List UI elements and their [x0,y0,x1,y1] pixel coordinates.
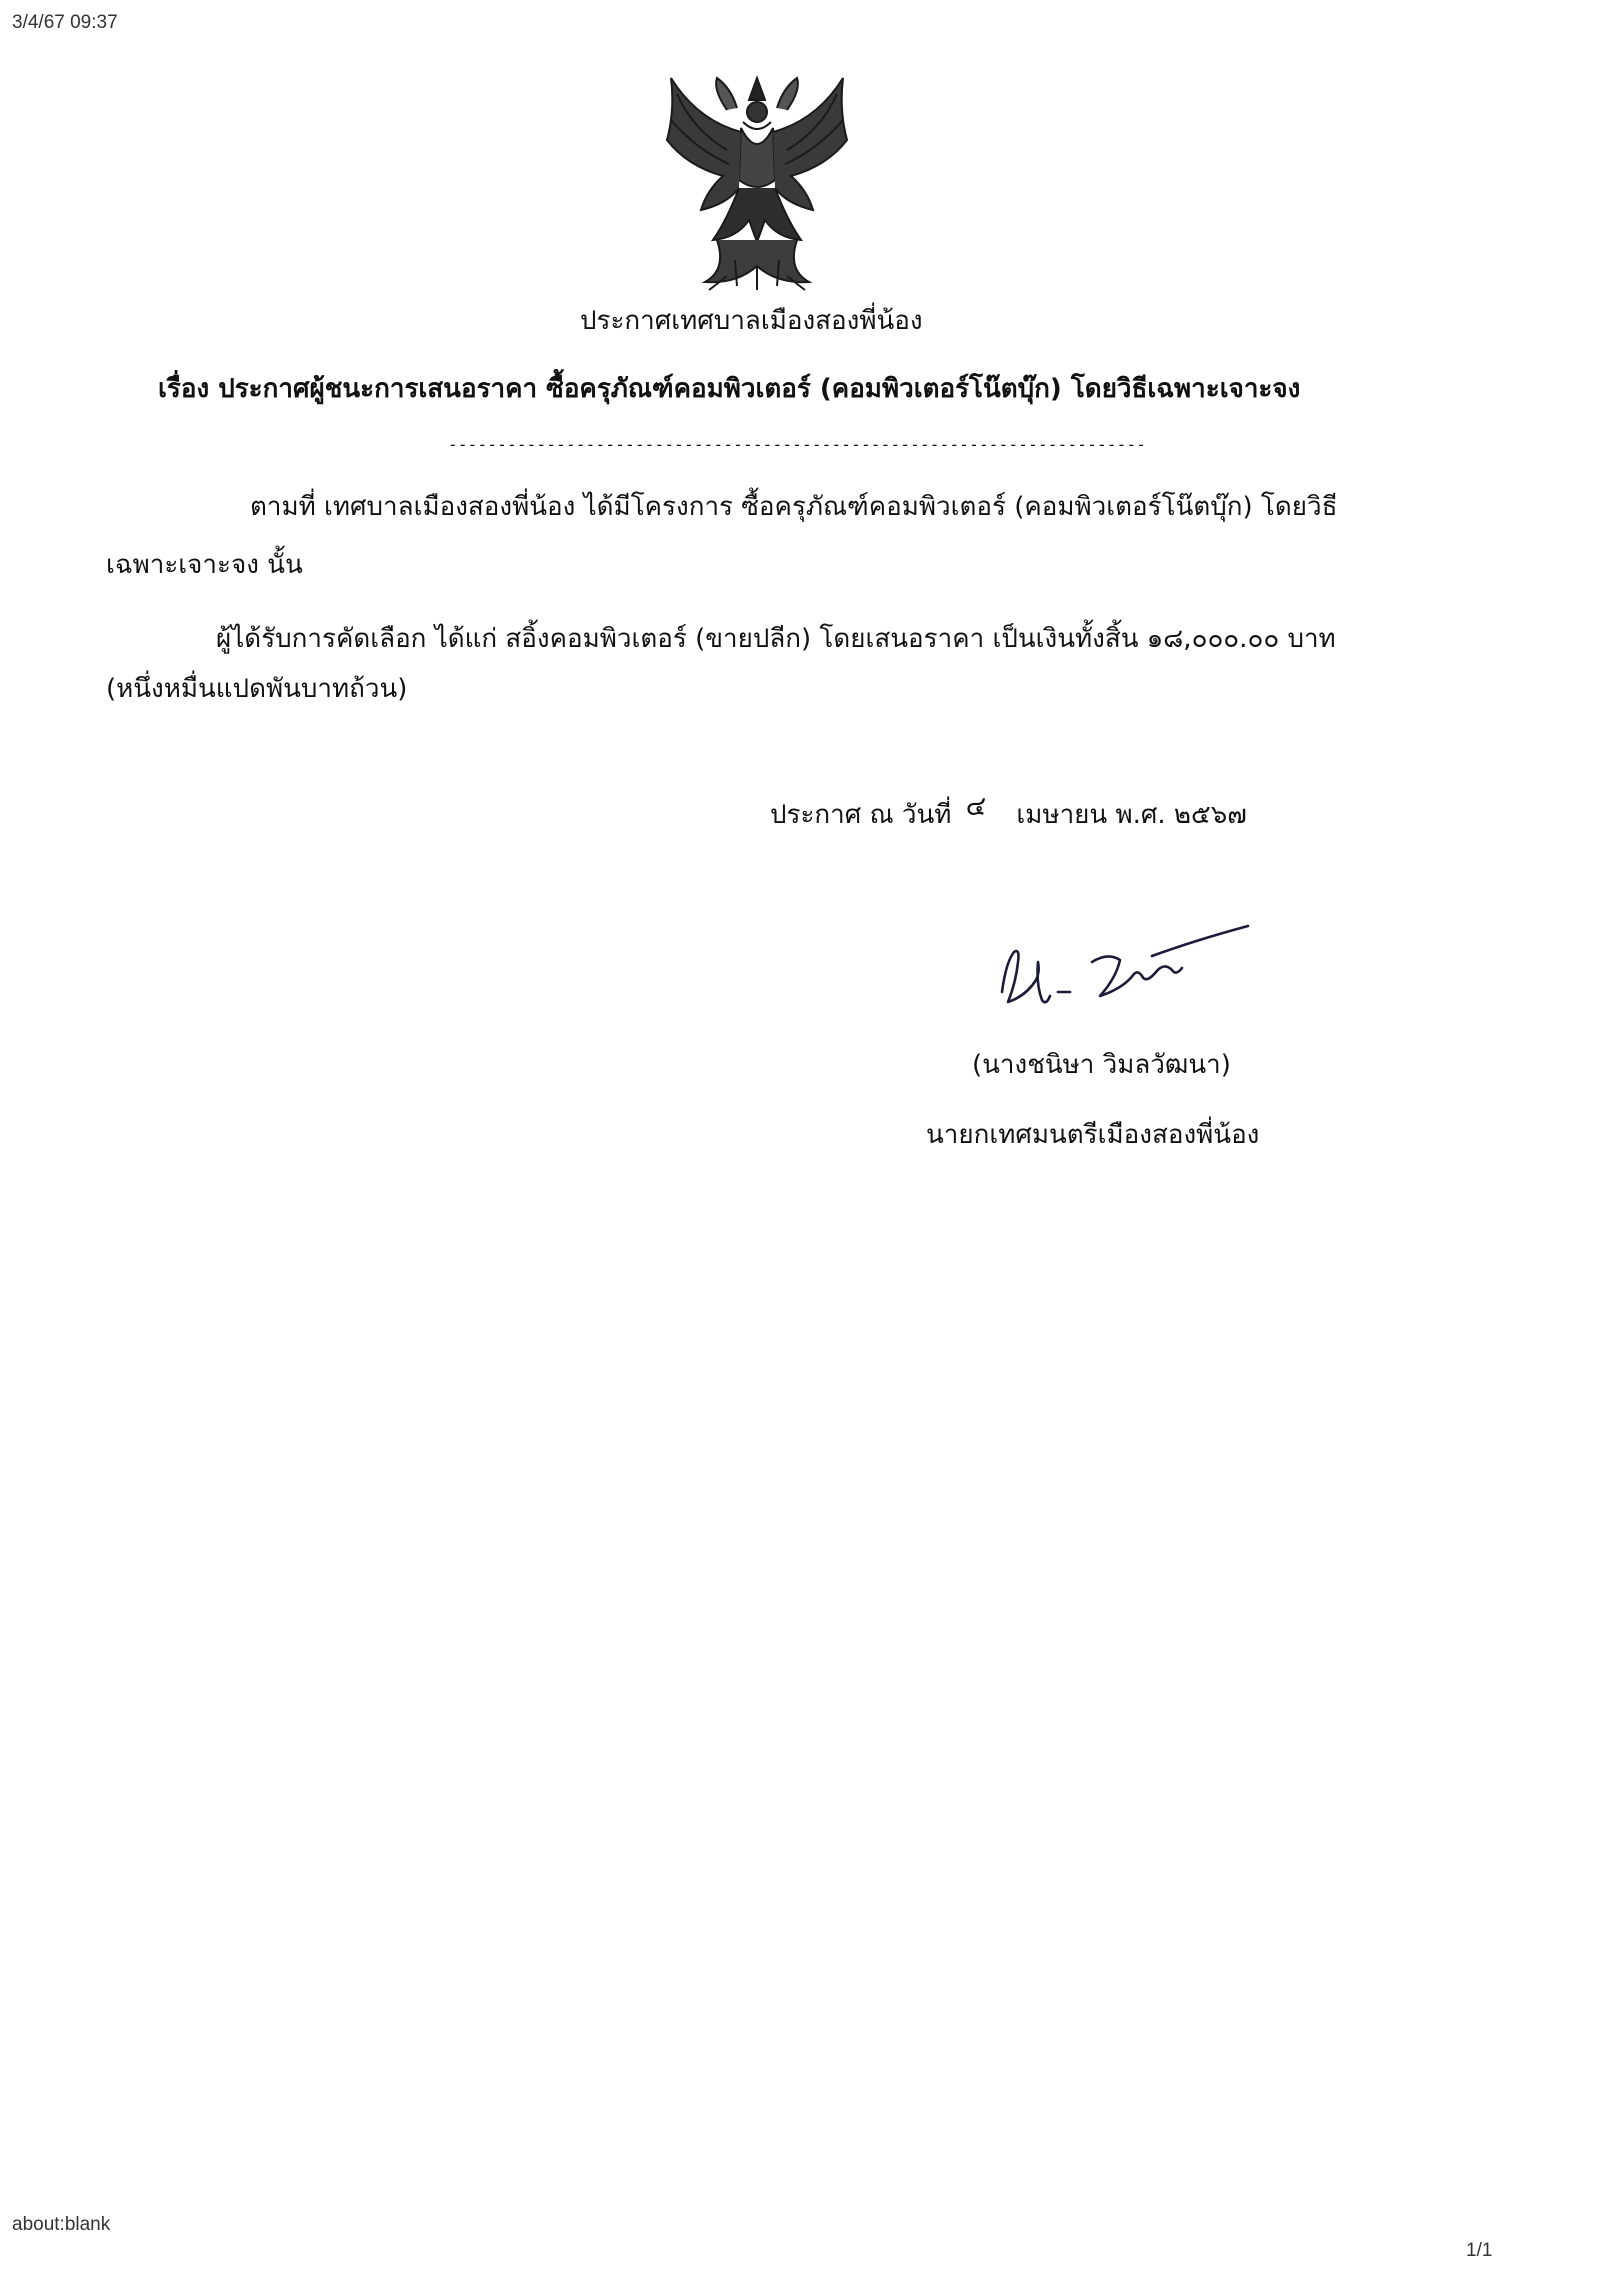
print-footer-url: about:blank [12,2214,111,2235]
print-timestamp: 3/4/67 09:37 [12,12,118,33]
paragraph-2-line-2: (หนึ่งหมื่นแปดพันบาทถ้วน) [106,674,408,704]
date-day-handwritten: ๔ [965,791,987,822]
garuda-emblem-icon [657,70,857,292]
announcement-subject: เรื่อง ประกาศผู้ชนะการเสนอราคา ซื้อครุภัณฑ์คอมพิวเตอร์ (คอมพิวเตอร์โน๊ตบุ๊ก) โดยวิธีเฉพาะเจาะจง [158,374,1301,404]
signer-name: (นางชนิษา วิมลวัฒนา) [972,1050,1231,1080]
announcement-date [770,791,1247,832]
paragraph-1-line-2: เฉพาะเจาะจง นั้น [106,550,303,580]
paragraph-1-line-1: ตามที่ เทศบาลเมืองสองพี่น้อง ได้มีโครงการ ซื้อครุภัณฑ์คอมพิวเตอร์ (คอมพิวเตอร์โน๊ตบุ๊ก) โดยวิธี [250,492,1338,522]
date-month-year: เมษายน พ.ศ. ๒๕๖๗ [1016,800,1247,830]
paragraph-2-line-1: ผู้ได้รับการคัดเลือก ได้แก่ สอิ้งคอมพิวเตอร์ (ขายปลีก) โดยเสนอราคา เป็นเงินทั้งสิ้น ๑๘,๐๐๐.๐๐ บาท [216,624,1336,654]
date-prefix: ประกาศ ณ วันที่ [770,800,952,830]
announcement-title: ประกาศเทศบาลเมืองสองพี่น้อง [580,306,923,336]
handwritten-signature-icon [996,922,1254,1016]
signer-title: นายกเทศมนตรีเมืองสองพี่น้อง [926,1120,1260,1150]
separator-line: ----------------------------------------------------------------------- [448,435,1147,454]
print-page-indicator: 1/1 [1466,2240,1493,2261]
